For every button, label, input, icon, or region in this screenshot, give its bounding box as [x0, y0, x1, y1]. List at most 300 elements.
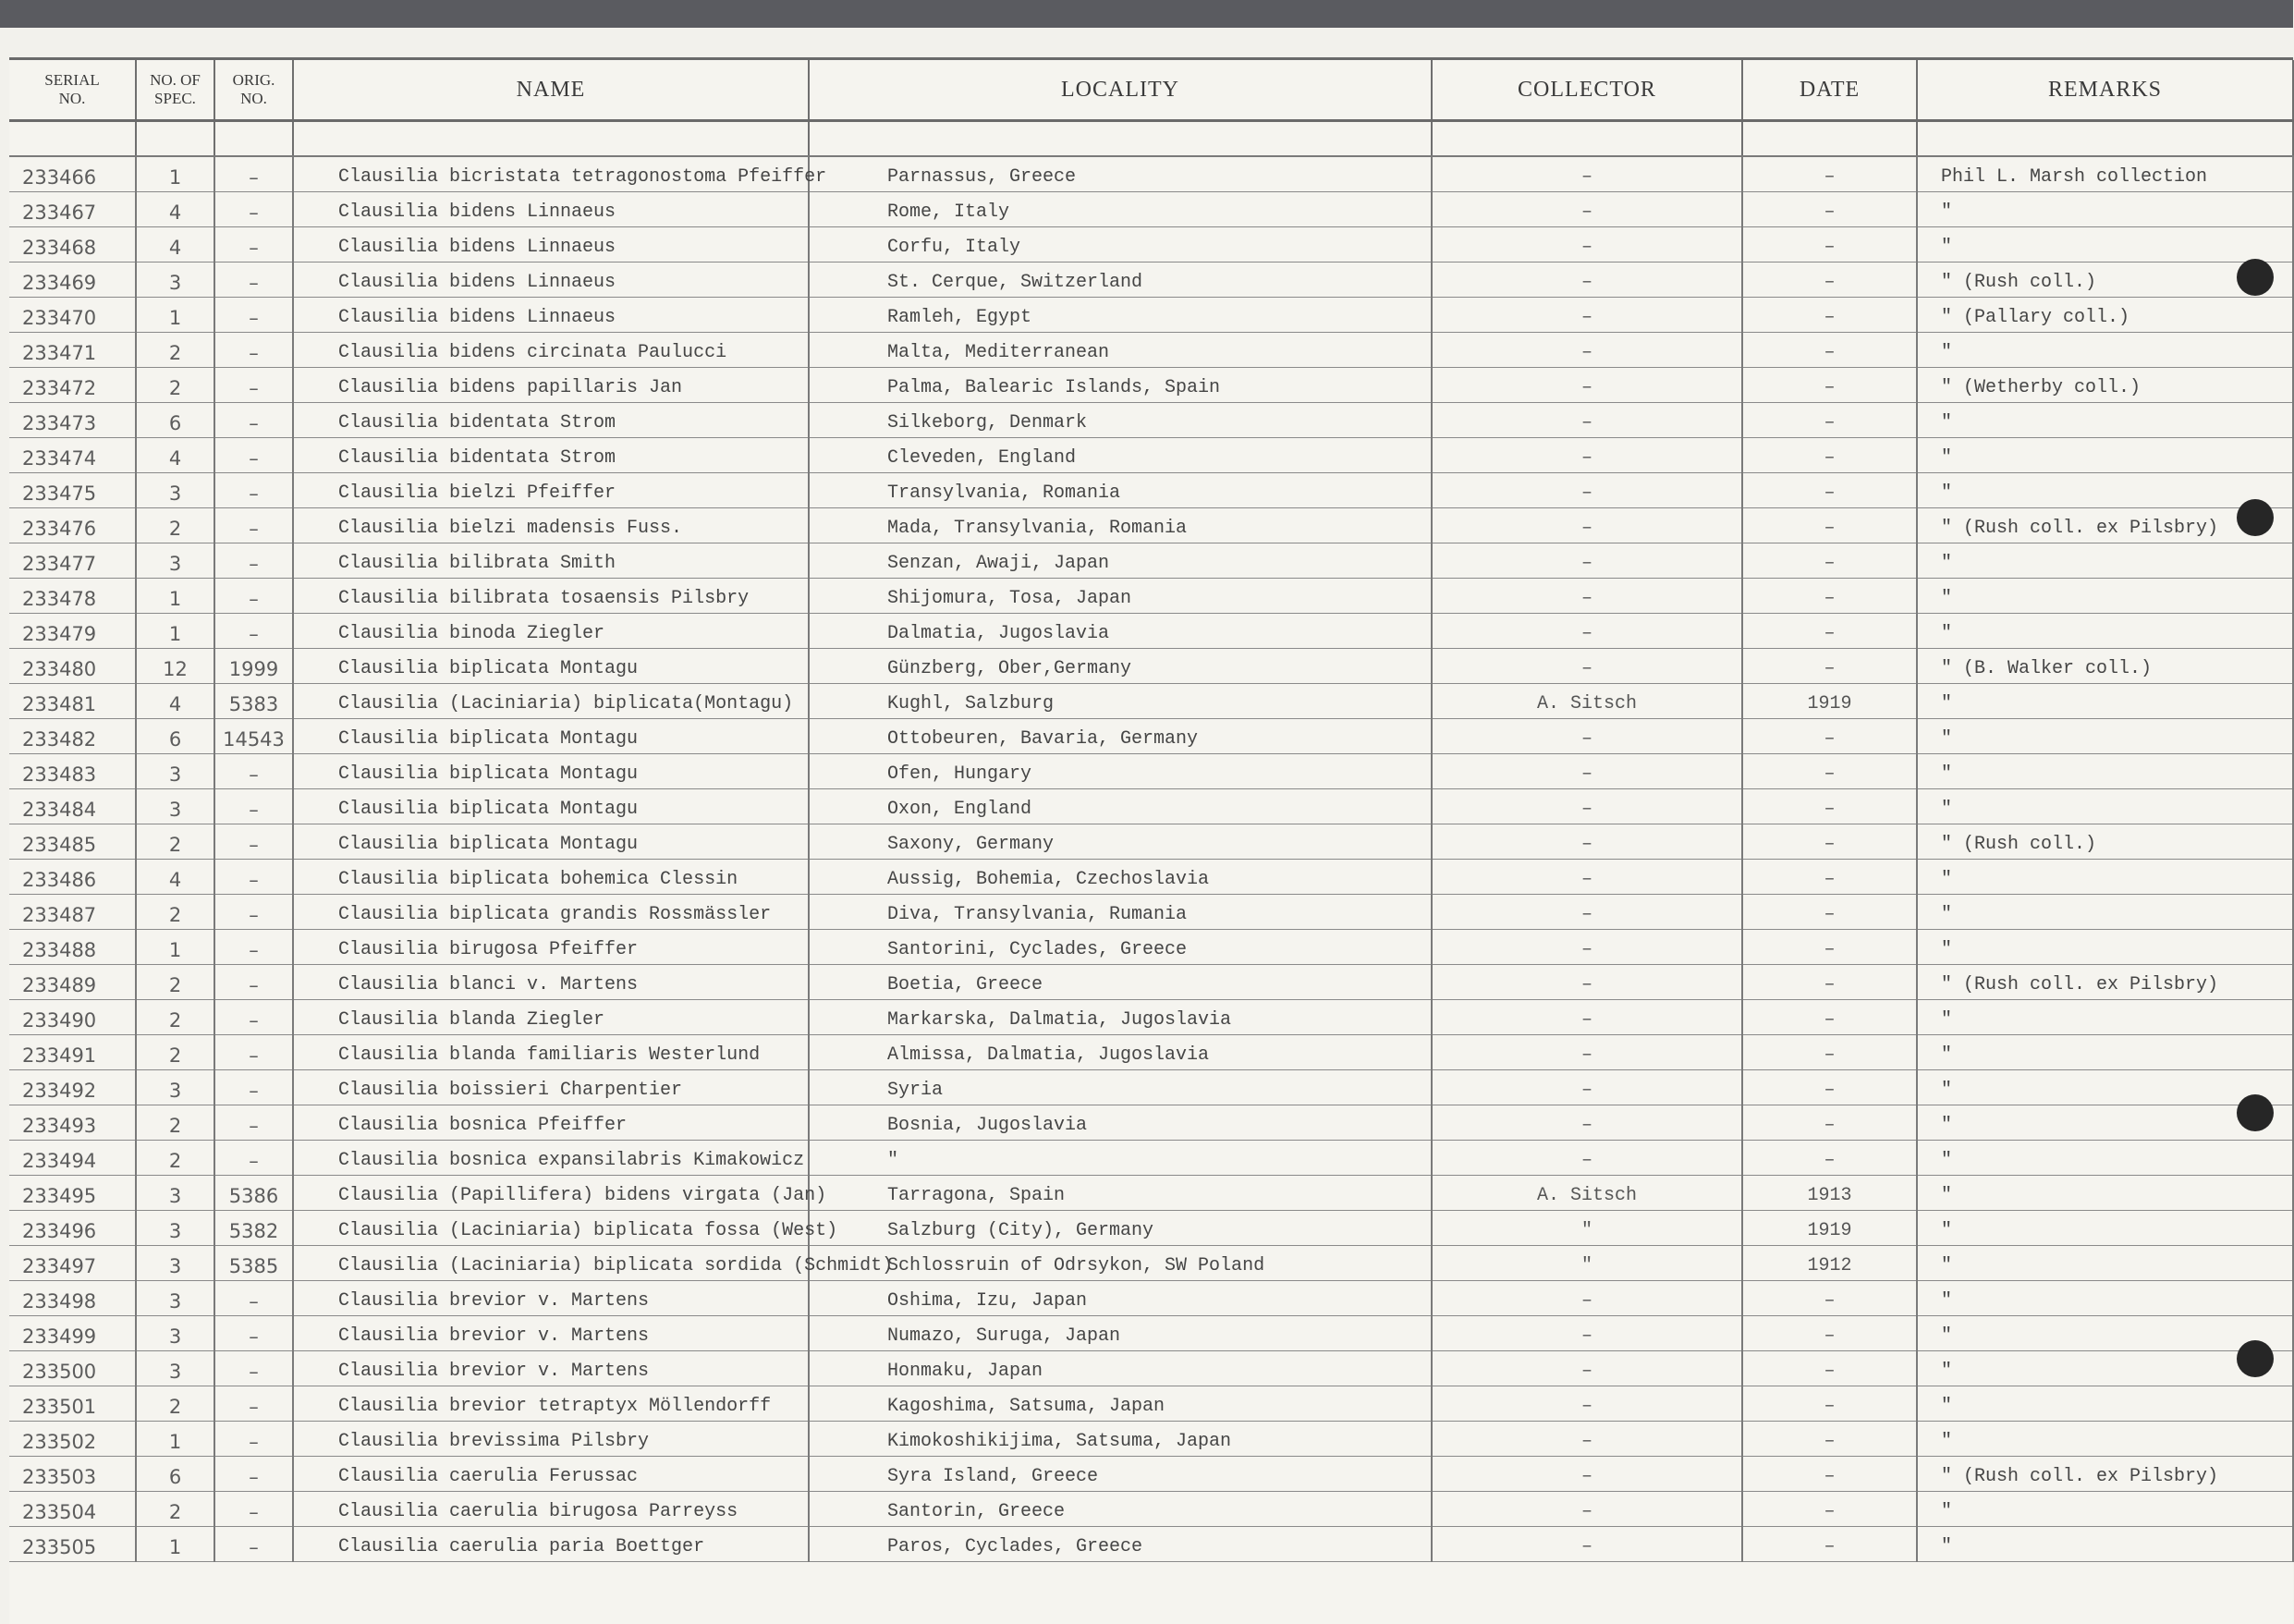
collector-cell: – — [1432, 1141, 1742, 1176]
serial-cell: 233486 — [9, 860, 136, 895]
table-row — [9, 227, 2293, 263]
remarks-cell: " (Rush coll. ex Pilsbry) — [1917, 508, 2293, 543]
original-number-cell: – — [214, 192, 293, 227]
date-cell: – — [1742, 508, 1917, 543]
date-cell: – — [1742, 1035, 1917, 1070]
serial-cell: 233476 — [9, 508, 136, 543]
original-number-cell: – — [214, 824, 293, 860]
specimen-count-cell: 3 — [136, 1211, 214, 1246]
specimen-count-cell: 4 — [136, 227, 214, 263]
locality-cell: Almissa, Dalmatia, Jugoslavia — [809, 1035, 1432, 1070]
name-cell: Clausilia birugosa Pfeiffer — [293, 930, 809, 965]
remarks-cell: " — [1917, 895, 2293, 930]
locality-cell: Silkeborg, Denmark — [809, 403, 1432, 438]
specimen-count-cell: 4 — [136, 438, 214, 473]
original-number-cell: – — [214, 1105, 293, 1141]
original-number-cell: – — [214, 1492, 293, 1527]
table-row — [9, 1281, 2293, 1316]
serial-cell: 233505 — [9, 1527, 136, 1562]
original-number-cell: – — [214, 754, 293, 789]
name-cell: Clausilia bosnica Pfeiffer — [293, 1105, 809, 1141]
remarks-cell: " — [1917, 1141, 2293, 1176]
serial-cell: 233487 — [9, 895, 136, 930]
locality-cell: " — [809, 1141, 1432, 1176]
table-row — [9, 543, 2293, 579]
collector-cell: – — [1432, 824, 1742, 860]
collector-cell: – — [1432, 754, 1742, 789]
locality-cell: Schlossruin of Odrsykon, SW Poland — [809, 1246, 1432, 1281]
date-cell: – — [1742, 895, 1917, 930]
serial-cell: 233503 — [9, 1457, 136, 1492]
serial-cell: 233504 — [9, 1492, 136, 1527]
collector-cell: – — [1432, 1070, 1742, 1105]
date-cell: – — [1742, 930, 1917, 965]
table-row — [9, 333, 2293, 368]
remarks-cell: " (B. Walker coll.) — [1917, 649, 2293, 684]
serial-cell: 233474 — [9, 438, 136, 473]
specimen-count-cell: 4 — [136, 192, 214, 227]
collector-cell: – — [1432, 1457, 1742, 1492]
specimen-count-cell: 3 — [136, 1351, 214, 1386]
name-cell: Clausilia biplicata bohemica Clessin — [293, 860, 809, 895]
name-cell: Clausilia biplicata Montagu — [293, 754, 809, 789]
date-cell: – — [1742, 1105, 1917, 1141]
name-cell: Clausilia boissieri Charpentier — [293, 1070, 809, 1105]
ledger-sheet — [9, 57, 2293, 1624]
serial-cell: 233501 — [9, 1386, 136, 1422]
table-row — [9, 1527, 2293, 1562]
name-cell: Clausilia bilibrata Smith — [293, 543, 809, 579]
date-cell: – — [1742, 263, 1917, 298]
locality-cell: Paros, Cyclades, Greece — [809, 1527, 1432, 1562]
name-cell: Clausilia brevior v. Martens — [293, 1316, 809, 1351]
specimen-count-cell: 2 — [136, 1000, 214, 1035]
original-number-cell: 5382 — [214, 1211, 293, 1246]
original-number-cell: – — [214, 579, 293, 614]
date-cell: 1919 — [1742, 684, 1917, 719]
name-cell: Clausilia bidens Linnaeus — [293, 298, 809, 333]
name-cell: Clausilia (Laciniaria) biplicata(Montagu) — [293, 684, 809, 719]
original-number-cell: – — [214, 895, 293, 930]
date-cell: – — [1742, 965, 1917, 1000]
locality-cell: Dalmatia, Jugoslavia — [809, 614, 1432, 649]
locality-cell: Günzberg, Ober,Germany — [809, 649, 1432, 684]
original-number-cell: – — [214, 543, 293, 579]
specimen-count-cell: 1 — [136, 1422, 214, 1457]
locality-cell: Salzburg (City), Germany — [809, 1211, 1432, 1246]
name-cell: Clausilia biplicata Montagu — [293, 649, 809, 684]
name-cell: Clausilia bidens Linnaeus — [293, 263, 809, 298]
date-cell: – — [1742, 1281, 1917, 1316]
collector-cell: – — [1432, 649, 1742, 684]
remarks-cell: " — [1917, 1070, 2293, 1105]
table-row — [9, 473, 2293, 508]
specimen-count-cell: 2 — [136, 1105, 214, 1141]
original-number-cell: – — [214, 473, 293, 508]
specimen-count-cell: 4 — [136, 684, 214, 719]
locality-cell: Rome, Italy — [809, 192, 1432, 227]
specimen-count-cell: 2 — [136, 1492, 214, 1527]
serial-cell: 233492 — [9, 1070, 136, 1105]
original-number-cell: 1999 — [214, 649, 293, 684]
table-row — [9, 614, 2293, 649]
remarks-cell: " — [1917, 614, 2293, 649]
locality-cell: Kagoshima, Satsuma, Japan — [809, 1386, 1432, 1422]
specimen-count-cell: 2 — [136, 333, 214, 368]
name-cell: Clausilia bidentata Strom — [293, 438, 809, 473]
punch-hole — [2237, 1094, 2274, 1131]
locality-cell: Numazo, Suruga, Japan — [809, 1316, 1432, 1351]
date-cell: – — [1742, 333, 1917, 368]
serial-cell: 233485 — [9, 824, 136, 860]
serial-cell: 233497 — [9, 1246, 136, 1281]
collector-cell: – — [1432, 614, 1742, 649]
remarks-cell: " — [1917, 1176, 2293, 1211]
remarks-cell: Phil L. Marsh collection — [1917, 156, 2293, 192]
serial-cell: 233499 — [9, 1316, 136, 1351]
remarks-cell: " — [1917, 1035, 2293, 1070]
locality-cell: Malta, Mediterranean — [809, 333, 1432, 368]
specimen-count-cell: 3 — [136, 543, 214, 579]
remarks-cell: " — [1917, 1000, 2293, 1035]
table-row — [9, 438, 2293, 473]
date-cell: – — [1742, 614, 1917, 649]
locality-cell: Aussig, Bohemia, Czechoslavia — [809, 860, 1432, 895]
header-locality: LOCALITY — [809, 60, 1432, 121]
date-cell: – — [1742, 438, 1917, 473]
header-serial: SERIAL NO. — [9, 60, 136, 121]
date-cell: – — [1742, 579, 1917, 614]
name-cell: Clausilia blanda Ziegler — [293, 1000, 809, 1035]
name-cell: Clausilia brevissima Pilsbry — [293, 1422, 809, 1457]
original-number-cell: – — [214, 1070, 293, 1105]
remarks-cell: " — [1917, 754, 2293, 789]
locality-cell: Parnassus, Greece — [809, 156, 1432, 192]
locality-cell: Senzan, Awaji, Japan — [809, 543, 1432, 579]
header-date: DATE — [1742, 60, 1917, 121]
specimen-count-cell: 2 — [136, 1141, 214, 1176]
collector-cell: A. Sitsch — [1432, 684, 1742, 719]
date-cell: – — [1742, 473, 1917, 508]
serial-cell: 233500 — [9, 1351, 136, 1386]
collector-cell: – — [1432, 1281, 1742, 1316]
remarks-cell: " — [1917, 860, 2293, 895]
date-cell: – — [1742, 1527, 1917, 1562]
date-cell: – — [1742, 860, 1917, 895]
remarks-cell: " — [1917, 1281, 2293, 1316]
specimen-count-cell: 12 — [136, 649, 214, 684]
date-cell: – — [1742, 1070, 1917, 1105]
specimen-count-cell: 1 — [136, 614, 214, 649]
original-number-cell: – — [214, 789, 293, 824]
date-cell: – — [1742, 1457, 1917, 1492]
header-spec: NO. OF SPEC. — [136, 60, 214, 121]
date-cell: – — [1742, 824, 1917, 860]
table-row — [9, 192, 2293, 227]
name-cell: Clausilia bidens papillaris Jan — [293, 368, 809, 403]
locality-cell: Oxon, England — [809, 789, 1432, 824]
date-cell: 1919 — [1742, 1211, 1917, 1246]
locality-cell: Saxony, Germany — [809, 824, 1432, 860]
collector-cell: – — [1432, 579, 1742, 614]
serial-cell: 233466 — [9, 156, 136, 192]
name-cell: Clausilia bidentata Strom — [293, 403, 809, 438]
remarks-cell: " — [1917, 1105, 2293, 1141]
locality-cell: Oshima, Izu, Japan — [809, 1281, 1432, 1316]
collector-cell: – — [1432, 1316, 1742, 1351]
date-cell: – — [1742, 1386, 1917, 1422]
date-cell: – — [1742, 1141, 1917, 1176]
name-cell: Clausilia bilibrata tosaensis Pilsbry — [293, 579, 809, 614]
specimen-count-cell: 1 — [136, 1527, 214, 1562]
ledger-body — [9, 121, 2293, 1562]
date-cell: – — [1742, 1422, 1917, 1457]
locality-cell: Santorini, Cyclades, Greece — [809, 930, 1432, 965]
collector-cell: A. Sitsch — [1432, 1176, 1742, 1211]
date-cell: 1912 — [1742, 1246, 1917, 1281]
original-number-cell: – — [214, 1000, 293, 1035]
serial-cell: 233490 — [9, 1000, 136, 1035]
collector-cell: – — [1432, 1000, 1742, 1035]
serial-cell: 233493 — [9, 1105, 136, 1141]
specimen-count-cell: 2 — [136, 895, 214, 930]
collector-cell: – — [1432, 1527, 1742, 1562]
original-number-cell: – — [214, 263, 293, 298]
serial-cell: 233489 — [9, 965, 136, 1000]
serial-cell: 233502 — [9, 1422, 136, 1457]
header-orig: ORIG. NO. — [214, 60, 293, 121]
table-row — [9, 789, 2293, 824]
table-row — [9, 649, 2293, 684]
specimen-count-cell: 3 — [136, 263, 214, 298]
locality-cell: Ofen, Hungary — [809, 754, 1432, 789]
table-row — [9, 1422, 2293, 1457]
collector-cell: – — [1432, 789, 1742, 824]
header-collector: COLLECTOR — [1432, 60, 1742, 121]
date-cell: 1913 — [1742, 1176, 1917, 1211]
specimen-count-cell: 1 — [136, 298, 214, 333]
serial-cell: 233498 — [9, 1281, 136, 1316]
locality-cell: Shijomura, Tosa, Japan — [809, 579, 1432, 614]
date-cell: – — [1742, 543, 1917, 579]
table-row — [9, 1316, 2293, 1351]
locality-cell: Ramleh, Egypt — [809, 298, 1432, 333]
table-row — [9, 860, 2293, 895]
original-number-cell: – — [214, 1386, 293, 1422]
table-row — [9, 754, 2293, 789]
original-number-cell: – — [214, 614, 293, 649]
collector-cell: – — [1432, 403, 1742, 438]
serial-cell: 233471 — [9, 333, 136, 368]
specimen-count-cell: 2 — [136, 368, 214, 403]
name-cell: Clausilia bicristata tetragonostoma Pfeiffer — [293, 156, 809, 192]
original-number-cell: – — [214, 1527, 293, 1562]
specimen-count-cell: 6 — [136, 719, 214, 754]
specimen-count-cell: 3 — [136, 473, 214, 508]
remarks-cell: " — [1917, 1316, 2293, 1351]
serial-cell: 233467 — [9, 192, 136, 227]
date-cell: – — [1742, 754, 1917, 789]
name-cell: Clausilia bidens circinata Paulucci — [293, 333, 809, 368]
collector-cell: – — [1432, 930, 1742, 965]
original-number-cell: – — [214, 1141, 293, 1176]
table-row — [9, 579, 2293, 614]
date-cell: – — [1742, 649, 1917, 684]
collector-cell: – — [1432, 156, 1742, 192]
date-cell: – — [1742, 227, 1917, 263]
original-number-cell: – — [214, 1351, 293, 1386]
table-row — [9, 1176, 2293, 1211]
name-cell: Clausilia caerulia paria Boettger — [293, 1527, 809, 1562]
table-row — [9, 508, 2293, 543]
table-row — [9, 1351, 2293, 1386]
collector-cell: – — [1432, 192, 1742, 227]
date-cell: – — [1742, 368, 1917, 403]
original-number-cell: – — [214, 1316, 293, 1351]
date-cell: – — [1742, 403, 1917, 438]
original-number-cell: – — [214, 1281, 293, 1316]
specimen-count-cell: 3 — [136, 1246, 214, 1281]
remarks-cell: " — [1917, 227, 2293, 263]
original-number-cell: 5383 — [214, 684, 293, 719]
specimen-count-cell: 3 — [136, 1281, 214, 1316]
date-cell: – — [1742, 1316, 1917, 1351]
date-cell: – — [1742, 156, 1917, 192]
specimen-count-cell: 1 — [136, 930, 214, 965]
serial-cell: 233488 — [9, 930, 136, 965]
locality-cell: Syria — [809, 1070, 1432, 1105]
table-row — [9, 1246, 2293, 1281]
specimen-count-cell: 2 — [136, 1035, 214, 1070]
serial-cell: 233469 — [9, 263, 136, 298]
collector-cell: – — [1432, 298, 1742, 333]
name-cell: Clausilia bidens Linnaeus — [293, 192, 809, 227]
name-cell: Clausilia brevior tetraptyx Möllendorff — [293, 1386, 809, 1422]
collector-cell: – — [1432, 263, 1742, 298]
name-cell: Clausilia bielzi Pfeiffer — [293, 473, 809, 508]
remarks-cell: " — [1917, 1386, 2293, 1422]
name-cell: Clausilia biplicata Montagu — [293, 824, 809, 860]
name-cell: Clausilia bielzi madensis Fuss. — [293, 508, 809, 543]
collector-cell: – — [1432, 1351, 1742, 1386]
table-row — [9, 684, 2293, 719]
locality-cell: Mada, Transylvania, Romania — [809, 508, 1432, 543]
table-row — [9, 1457, 2293, 1492]
specimen-count-cell: 2 — [136, 508, 214, 543]
collector-cell: – — [1432, 368, 1742, 403]
remarks-cell: " (Rush coll. ex Pilsbry) — [1917, 1457, 2293, 1492]
specimen-count-cell: 4 — [136, 860, 214, 895]
punch-hole — [2237, 499, 2274, 536]
specimen-count-cell: 3 — [136, 1316, 214, 1351]
specimen-count-cell: 3 — [136, 789, 214, 824]
remarks-cell: " — [1917, 930, 2293, 965]
collector-cell: – — [1432, 965, 1742, 1000]
remarks-cell: " — [1917, 1211, 2293, 1246]
serial-cell: 233495 — [9, 1176, 136, 1211]
name-cell: Clausilia caerulia Ferussac — [293, 1457, 809, 1492]
serial-cell: 233470 — [9, 298, 136, 333]
remarks-cell: " — [1917, 192, 2293, 227]
collector-cell: – — [1432, 860, 1742, 895]
table-row — [9, 298, 2293, 333]
table-row — [9, 1141, 2293, 1176]
remarks-cell: " — [1917, 684, 2293, 719]
serial-cell: 233494 — [9, 1141, 136, 1176]
table-row — [9, 156, 2293, 192]
remarks-cell: " — [1917, 789, 2293, 824]
specimen-count-cell: 6 — [136, 403, 214, 438]
blank-ruled-row — [9, 121, 2293, 157]
name-cell: Clausilia biplicata grandis Rossmässler — [293, 895, 809, 930]
collector-cell: – — [1432, 543, 1742, 579]
specimen-count-cell: 3 — [136, 754, 214, 789]
serial-cell: 233480 — [9, 649, 136, 684]
remarks-cell: " — [1917, 403, 2293, 438]
original-number-cell: – — [214, 508, 293, 543]
header-row — [9, 60, 2293, 121]
original-number-cell: 5386 — [214, 1176, 293, 1211]
original-number-cell: – — [214, 403, 293, 438]
collector-cell: – — [1432, 1492, 1742, 1527]
original-number-cell: – — [214, 860, 293, 895]
locality-cell: Corfu, Italy — [809, 227, 1432, 263]
specimen-count-cell: 3 — [136, 1070, 214, 1105]
serial-cell: 233481 — [9, 684, 136, 719]
serial-cell: 233473 — [9, 403, 136, 438]
specimen-count-cell: 1 — [136, 579, 214, 614]
remarks-cell: " — [1917, 1422, 2293, 1457]
table-row — [9, 1386, 2293, 1422]
locality-cell: St. Cerque, Switzerland — [809, 263, 1432, 298]
serial-cell: 233482 — [9, 719, 136, 754]
remarks-cell: " — [1917, 1527, 2293, 1562]
collector-cell: – — [1432, 1422, 1742, 1457]
collector-cell: – — [1432, 719, 1742, 754]
locality-cell: Boetia, Greece — [809, 965, 1432, 1000]
name-cell: Clausilia caerulia birugosa Parreyss — [293, 1492, 809, 1527]
date-cell: – — [1742, 1000, 1917, 1035]
locality-cell: Santorin, Greece — [809, 1492, 1432, 1527]
locality-cell: Honmaku, Japan — [809, 1351, 1432, 1386]
name-cell: Clausilia (Laciniaria) biplicata sordida (Schmidt) — [293, 1246, 809, 1281]
remarks-cell: " (Rush coll.) — [1917, 263, 2293, 298]
date-cell: – — [1742, 1351, 1917, 1386]
original-number-cell: – — [214, 965, 293, 1000]
remarks-cell: " (Pallary coll.) — [1917, 298, 2293, 333]
punch-hole — [2237, 259, 2274, 296]
punch-hole — [2237, 1340, 2274, 1377]
table-row — [9, 1000, 2293, 1035]
locality-cell: Syra Island, Greece — [809, 1457, 1432, 1492]
collector-cell: – — [1432, 1386, 1742, 1422]
collector-cell: – — [1432, 895, 1742, 930]
serial-cell: 233472 — [9, 368, 136, 403]
locality-cell: Transylvania, Romania — [809, 473, 1432, 508]
table-row — [9, 965, 2293, 1000]
original-number-cell: – — [214, 930, 293, 965]
specimen-count-cell: 2 — [136, 965, 214, 1000]
table-row — [9, 930, 2293, 965]
table-row — [9, 1105, 2293, 1141]
table-row — [9, 1492, 2293, 1527]
specimen-count-cell: 1 — [136, 156, 214, 192]
serial-cell: 233496 — [9, 1211, 136, 1246]
locality-cell: Cleveden, England — [809, 438, 1432, 473]
name-cell: Clausilia bidens Linnaeus — [293, 227, 809, 263]
date-cell: – — [1742, 1492, 1917, 1527]
collector-cell: – — [1432, 227, 1742, 263]
